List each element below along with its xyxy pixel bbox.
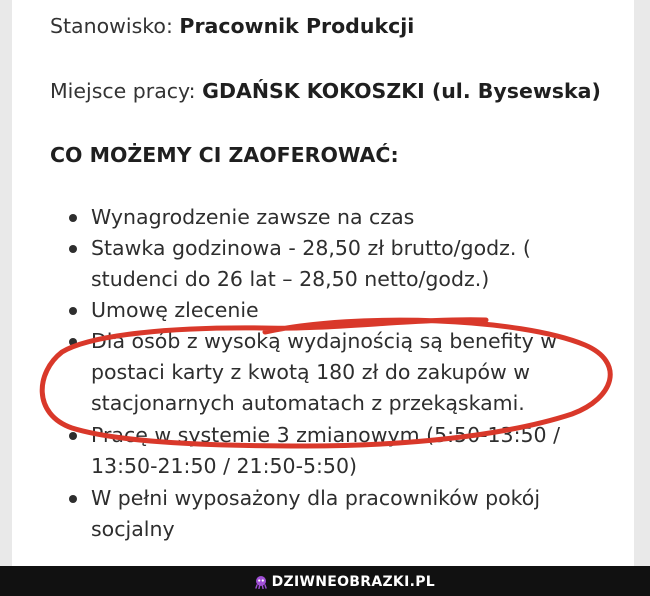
benefit-item-salary	[91, 202, 414, 233]
position-line	[50, 14, 414, 38]
benefit-line: W pełni wyposażony dla pracowników pokój	[91, 486, 541, 510]
benefit-line: 13:50-21:50 / 21:50-5:50)	[91, 454, 357, 478]
position-label: Stanowisko:	[50, 14, 173, 38]
benefit-item-snack-card	[91, 326, 557, 419]
watermark-text: DZIWNEOBRAZKI.PL	[271, 574, 435, 590]
offer-heading: CO MOŻEMY CI ZAOFEROWAĆ:	[50, 143, 399, 167]
benefit-line: Pracę w systemie 3 zmianowym (5:50-13:50 /	[91, 423, 561, 447]
octopus-icon	[254, 575, 268, 589]
position-value: Pracownik Produkcji	[179, 14, 415, 38]
benefit-line: Wynagrodzenie zawsze na czas	[91, 205, 415, 229]
benefit-line: studenci do 26 lat – 28,50 netto/godz.)	[91, 267, 490, 291]
benefit-item-contract	[91, 295, 259, 326]
benefit-item-shifts	[91, 420, 560, 482]
benefit-line: Dla osób z wysoką wydajnością są benefity w	[91, 329, 557, 353]
watermark	[254, 573, 435, 591]
workplace-value: GDAŃSK KOKOSZKI (ul. Bysewska)	[202, 79, 601, 103]
benefit-item-rate	[91, 233, 531, 295]
bullet-icon	[69, 245, 77, 253]
bullet-icon	[69, 495, 77, 503]
bullet-icon	[69, 214, 77, 222]
benefit-line: stacjonarnych automatach z przekąskami.	[91, 391, 525, 415]
bullet-icon	[69, 338, 77, 346]
workplace-label: Miejsce pracy:	[50, 79, 196, 103]
benefit-line: Umowę zlecenie	[91, 298, 259, 322]
benefit-line: postaci karty z kwotą 180 zł do zakupów w	[91, 360, 531, 384]
bullet-icon	[69, 307, 77, 315]
bullet-icon	[69, 432, 77, 440]
benefit-line: socjalny	[91, 517, 175, 541]
benefit-line: Stawka godzinowa - 28,50 zł brutto/godz. (	[91, 236, 531, 260]
workplace-line	[50, 79, 601, 103]
benefit-item-social-room	[91, 483, 540, 545]
